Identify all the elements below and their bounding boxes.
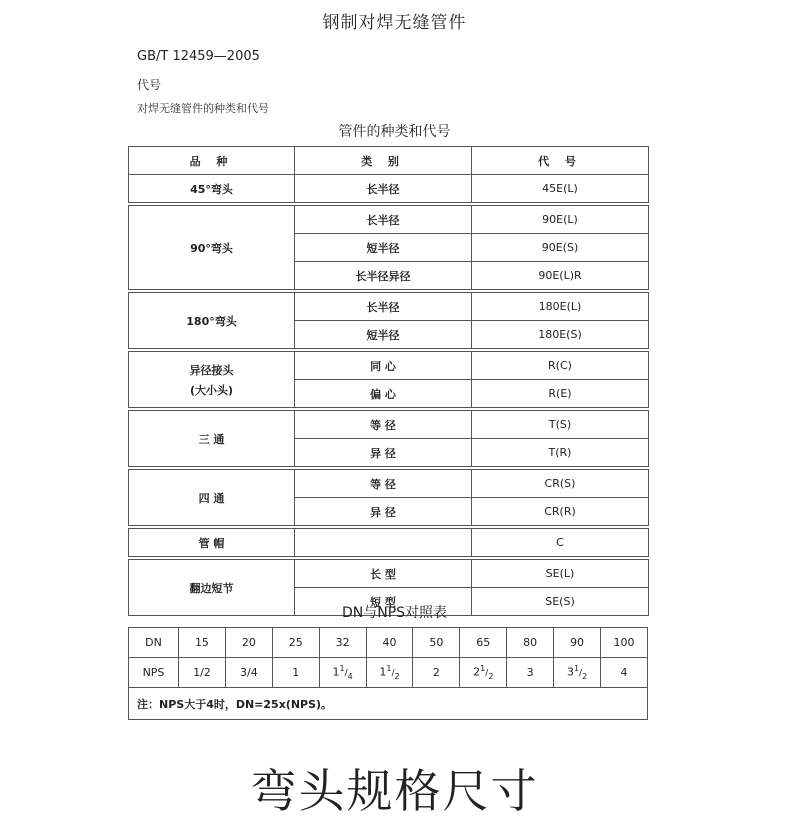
code-cell: 180E(S) <box>472 321 649 349</box>
variety-name: 180°弯头 <box>186 314 237 328</box>
nps-whole: 4 <box>620 666 628 679</box>
caption-text: 弯头规格尺寸 <box>250 764 539 818</box>
header-variety: 品 种 <box>129 147 295 175</box>
table2-title: DN与NPS对照表 <box>341 605 448 621</box>
category-cell: 异 径 <box>295 439 472 467</box>
nps-whole: 1 <box>332 665 340 679</box>
header-code: 代 号 <box>472 147 649 175</box>
code-cell: 180E(L) <box>472 293 649 321</box>
fitting-types-table <box>128 146 649 616</box>
nps-denominator: 4 <box>347 671 353 681</box>
category-cell: 异 径 <box>295 498 472 526</box>
category-cell: 等 径 <box>295 470 472 498</box>
nps-value: $1^1/_2$ <box>366 658 413 688</box>
variety-cell <box>129 470 295 526</box>
category-cell: 等 径 <box>295 411 472 439</box>
dn-value: 40 <box>366 628 413 658</box>
dn-value: 100 <box>601 628 648 658</box>
variety-cell <box>129 175 295 203</box>
note-row <box>129 688 648 720</box>
nps-denominator: 2 <box>582 671 588 681</box>
table-row <box>129 175 649 203</box>
category-cell: 同 心 <box>295 352 472 380</box>
nps-denominator: 2 <box>488 671 494 681</box>
table1-title: 管件的种类和代号 <box>338 124 451 140</box>
variety-name: 四 通 <box>198 491 225 505</box>
dn-row <box>129 628 648 658</box>
table-row <box>129 206 649 234</box>
code-cell: SE(S) <box>472 588 649 616</box>
nps-value <box>601 658 648 688</box>
nps-numerator: 1 <box>480 664 486 674</box>
nps-value <box>507 658 554 688</box>
nps-whole: 3 <box>526 666 534 679</box>
variety-name: 翻边短节 <box>189 581 234 595</box>
dn-value: 32 <box>319 628 366 658</box>
nps-row <box>129 658 648 688</box>
category-cell: 偏 心 <box>295 380 472 408</box>
dn-value: 15 <box>179 628 226 658</box>
code-cell: C <box>472 529 649 557</box>
code-cell: 90E(L) <box>472 206 649 234</box>
variety-name: 45°弯头 <box>190 182 233 196</box>
variety-name: 90°弯头 <box>190 241 233 255</box>
nps-label: NPS <box>129 658 179 688</box>
dn-value: 90 <box>554 628 601 658</box>
nps-numerator: 1 <box>573 664 580 674</box>
table1-header-row <box>129 147 649 175</box>
standard-code: GB/T 12459—2005 <box>137 49 260 64</box>
variety-cell <box>129 411 295 467</box>
code-cell: R(C) <box>472 352 649 380</box>
nps-value <box>225 658 272 688</box>
nps-value <box>272 658 319 688</box>
table-row <box>129 411 649 439</box>
category-cell: 短半径 <box>295 321 472 349</box>
category-cell: 长 型 <box>295 560 472 588</box>
variety-name: 异径接头 <box>189 363 234 377</box>
table-row <box>129 560 649 588</box>
category-cell <box>295 529 472 557</box>
variety-cell <box>129 206 295 290</box>
table-row <box>129 470 649 498</box>
table-row <box>129 293 649 321</box>
variety-cell <box>129 293 295 349</box>
dn-label: DN <box>129 628 179 658</box>
category-cell: 长半径异径 <box>295 262 472 290</box>
nps-whole: 3 <box>566 665 574 679</box>
category-cell: 短半径 <box>295 234 472 262</box>
section-description: 对焊无缝管件的种类和代号 <box>137 102 269 115</box>
variety-cell <box>129 529 295 557</box>
variety-name: 三 通 <box>198 432 225 446</box>
nps-value <box>413 658 460 688</box>
dn-value: 65 <box>460 628 507 658</box>
code-cell: SE(L) <box>472 560 649 588</box>
dn-value: 25 <box>272 628 319 658</box>
dn-value: 80 <box>507 628 554 658</box>
nps-value <box>179 658 226 688</box>
nps-numerator: 1 <box>339 664 345 674</box>
dn-nps-table <box>128 627 648 720</box>
code-cell: T(S) <box>472 411 649 439</box>
code-cell: 45E(L) <box>472 175 649 203</box>
category-cell: 短 型 <box>295 588 472 616</box>
code-cell: CR(R) <box>472 498 649 526</box>
table-row <box>129 352 649 380</box>
variety-cell <box>129 352 295 408</box>
dn-value: 20 <box>225 628 272 658</box>
category-cell: 长半径 <box>295 206 472 234</box>
nps-whole: 2 <box>432 666 440 679</box>
code-cell: 90E(L)R <box>472 262 649 290</box>
note-cell: 注：NPS大于4时，DN=25x(NPS)。 <box>129 688 648 720</box>
code-cell: T(R) <box>472 439 649 467</box>
section-label: 代号 <box>137 78 162 92</box>
nps-whole: 2 <box>473 665 481 679</box>
table-row <box>129 529 649 557</box>
code-cell: R(E) <box>472 380 649 408</box>
code-cell: 90E(S) <box>472 234 649 262</box>
nps-whole: 1/2 <box>193 666 211 679</box>
nps-whole: 1 <box>292 666 300 679</box>
header-category: 类 别 <box>295 147 472 175</box>
nps-value: $1^1/_4$ <box>319 658 366 688</box>
dn-value: 50 <box>413 628 460 658</box>
category-cell: 长半径 <box>295 175 472 203</box>
document-title: 钢制对焊无缝管件 <box>322 13 467 33</box>
variety-name: 管 帽 <box>198 536 225 550</box>
nps-value: $3^1/_2$ <box>554 658 601 688</box>
variety-name-sub: (大小头) <box>189 383 234 397</box>
category-cell: 长半径 <box>295 293 472 321</box>
nps-numerator: 1 <box>386 664 392 674</box>
code-cell: CR(S) <box>472 470 649 498</box>
nps-value: $2^1/_2$ <box>460 658 507 688</box>
nps-whole: 3/4 <box>239 666 258 679</box>
nps-whole: 1 <box>379 665 387 679</box>
nps-denominator: 2 <box>394 671 400 681</box>
